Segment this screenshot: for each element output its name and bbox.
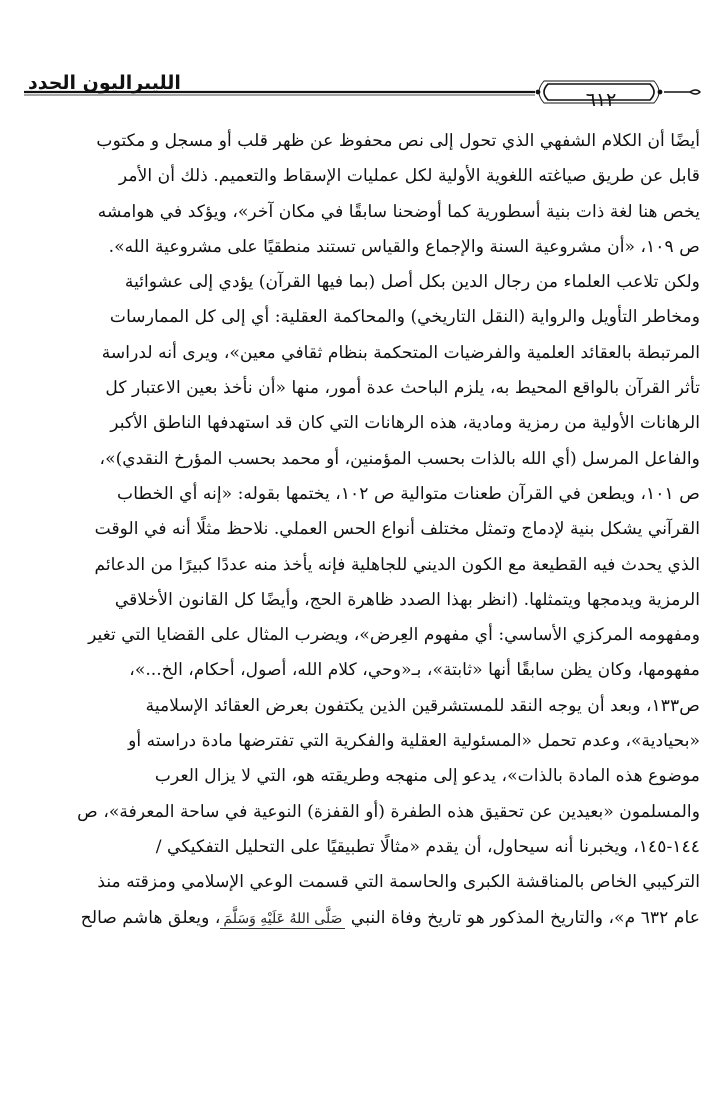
text-line: والمسلمون «بعيدين عن تحقيق هذه الطفرة (أو القفزة) النوعية في ساحة المعرفة»، ص: [77, 801, 700, 822]
text-line: الذي يحدث فيه القطيعة مع الكون الديني للجاهلية فإنه يأخذ منه عددًا كبيرًا من الدعائم: [94, 554, 700, 575]
text-line: «بحيادية»، وعدم تحمل «المسئولية العقلية والفكرية التي تفترضها مادة دراسته أو: [128, 731, 700, 752]
text-line: ص ١٠١، ويطعن في القرآن طعنات متوالية ص ١٠٢، يختمها بقوله: «إنه أي الخطاب: [117, 483, 700, 504]
page-header: [0, 0, 717, 122]
text-line: يخص هنا لغة ذات بنية أسطورية كما أوضحنا سابقًا في مكان آخر»، ويؤكد في هوامشه: [97, 201, 700, 222]
text-line: قابل عن طريق صياغته اللغوية الأولية لكل عمليات الإسقاط والتعميم. ذلك أن الأمر: [118, 166, 700, 187]
text-segment: عام ٦٣٢ م»، والتاريخ المذكور هو تاريخ وفاة النبي: [350, 907, 700, 928]
text-line: والفاعل المرسل (أي الله بالذات بحسب المؤمنين، أو محمد بحسب المؤرخ النقدي)»،: [99, 448, 700, 469]
text-line: ومخاطر التأويل والرواية (النقل التاريخي) والمحاكمة العقلية: أي إلى كل الممارسات: [109, 307, 700, 328]
text-line: الرمزية ويدمجها ويتمثلها. (انظر بهذا الصدد ظاهرة الحج، وأيضًا كل القانون الأخلاقي: [114, 589, 700, 610]
text-line: ص١٣٣، وبعد أن يوجه النقد للمستشرقين الذين يكتفون بعرض العقائد الإسلامية: [145, 695, 700, 716]
honorific-seal: صَلَّى اللهُ عَلَيْهِ وَسَلَّمَ: [220, 910, 345, 929]
page-number: ٦١٢: [585, 89, 617, 111]
text-line: ولكن تلاعب العلماء من رجال الدين بكل أصل (بما فيها القرآن) يؤدي إلى عشوائية: [124, 272, 700, 293]
text-line: القرآني يشكل بنية لإدماج وتمثل مختلف أنواع الحس العملي. نلاحظ مثلًا أنه في الوقت: [94, 519, 700, 540]
text-line: مفهومها، وكان يظن سابقًا أنها «ثابتة»، بـ«وحي، كلام الله، أصول، أحكام، الخ...»،: [129, 660, 700, 681]
body-text: [24, 124, 700, 936]
text-line: أيضًا أن الكلام الشفهي الذي تحول إلى نص محفوظ عن ظهر قلب أو مسجل و مكتوب: [96, 131, 700, 151]
text-line: موضوع هذه المادة بالذات»، يدعو إلى منهجه وطريقته هو، التي لا يزال العرب: [154, 766, 700, 787]
text-line: ص ١٠٩، «أن مشروعية السنة والإجماع والقياس تستند منطقيًا على مشروعية الله».: [108, 236, 700, 257]
paragraph: [24, 124, 700, 936]
text-line: تأثر القرآن بالواقع المحيط به، يلزم الباحث عدة أمور، منها «أن نأخذ بعين الاعتبار كل: [105, 378, 700, 399]
text-line: ١٤٤-١٤٥، ويخبرنا أنه سيحاول، أن يقدم «مثالًا تطبيقيًا على التحليل التفكيكي /: [155, 836, 700, 857]
text-line: ومفهومه المركزي الأساسي: أي مفهوم العِرض»، ويضرب المثال على القضايا التي تغير: [88, 625, 700, 646]
text-line: الرهانات الأولية من رمزية ومادية، هذه الرهانات التي كان قد استهدفها الناطق الأكبر: [110, 413, 700, 434]
running-title: الليبراليون الجدد: [28, 72, 181, 94]
text-line: التركيبي الخاص بالمناقشة الكبرى والحاسمة التي قسمت الوعي الإسلامي ومزقته منذ: [97, 872, 700, 893]
text-line-last: [24, 901, 700, 936]
text-segment: ، ويعلق هاشم صالح: [80, 907, 221, 928]
text-line: المرتبطة بالعقائد العلمية والفرضيات المتحكمة بنظام ثقافي معين»، ويرى أنه لدراسة: [101, 342, 700, 363]
